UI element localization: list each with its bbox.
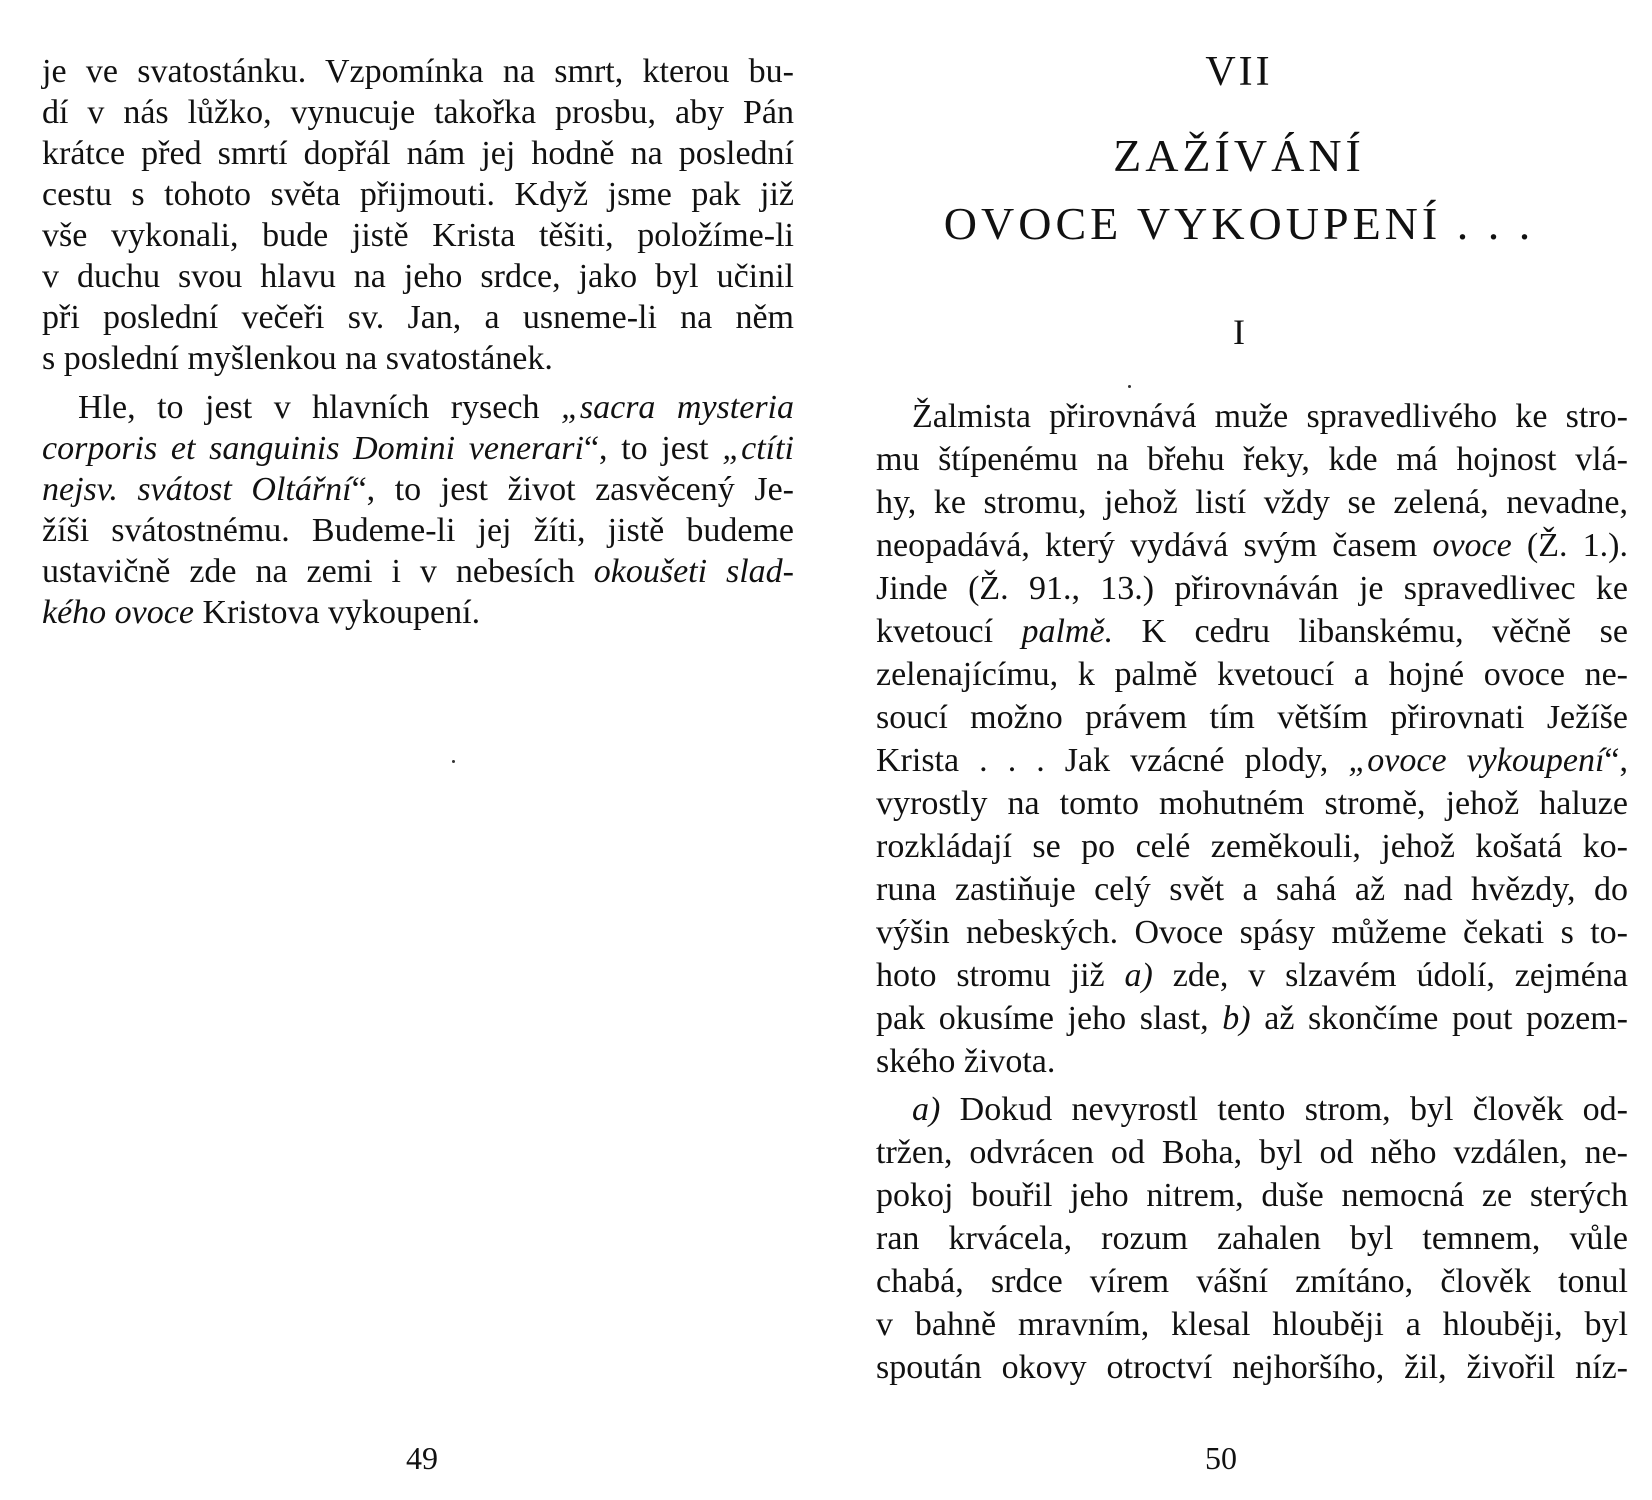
text-run: hoto stromu již <box>876 957 1125 994</box>
text-run: (Ž. 1.). <box>1511 527 1628 564</box>
text-line <box>876 1088 1628 1132</box>
italic-run: a) <box>912 1091 941 1128</box>
text-line: výšin nebeských. Ovoce spásy můžeme čekati s to- <box>876 914 1628 951</box>
text-line: chabá, srdce vírem vášní zmítáno, člověk tonul <box>876 1263 1628 1300</box>
italic-run: palmě. <box>1021 613 1114 650</box>
text-run: Dokud nevyrostl tento strom, byl člověk od- <box>940 1091 1628 1128</box>
text-line <box>876 954 1628 998</box>
text-run: Kristova vykoupení. <box>193 594 481 631</box>
text-run: “, to jest život zasvěcený Je- <box>351 471 794 508</box>
italic-run: okoušeti slad- <box>593 553 794 590</box>
text-line: ského života. <box>876 1043 1056 1080</box>
text-run: kvetoucí <box>876 613 1022 650</box>
scan-speck <box>452 760 455 763</box>
page-number: 50 <box>1205 1440 1237 1476</box>
text-line <box>876 739 1628 783</box>
text-line: spoután okovy otroctví nejhoršího, žil, živořil níz- <box>876 1349 1628 1386</box>
text-run: K cedru libanskému, věčně se <box>1113 613 1629 650</box>
text-line: vše vykonali, bude jistě Krista těšiti, položíme-li <box>42 217 794 254</box>
text-line: žíši svátostnému. Budeme-li jej žíti, jistě budeme <box>42 512 794 549</box>
italic-run: a) <box>1124 957 1153 994</box>
italic-run: kého ovoce <box>42 594 194 631</box>
text-run: pak okusíme jeho slast, <box>876 1000 1223 1037</box>
text-line: s poslední myšlenkou na svatostánek. <box>42 340 553 377</box>
text-line: při poslední večeři sv. Jan, a usneme-li na něm <box>42 299 794 336</box>
right-page <box>826 0 1652 1500</box>
text-run: Hle, to jest v hlavních rysech <box>78 389 561 426</box>
text-line: krátce před smrtí dopřál nám jej hodně na poslední <box>42 135 794 172</box>
chapter-title-line-1: ZAŽÍVÁNÍ <box>1113 130 1365 181</box>
chapter-number: VII <box>1205 49 1273 95</box>
text-line: je ve svatostánku. Vzpomínka na smrt, kterou bu- <box>42 53 794 90</box>
italic-run: ovoce <box>1432 527 1512 564</box>
page-number: 49 <box>406 1440 438 1476</box>
text-run: až skončíme pout pozem- <box>1250 1000 1628 1037</box>
text-line <box>876 524 1628 568</box>
text-line: soucí možno právem tím větším přirovnati Ježíše <box>876 699 1628 736</box>
text-run: “, to jest <box>583 430 723 467</box>
italic-run: nejsv. svátost Oltářní <box>42 471 352 508</box>
text-line: v duchu svou hlavu na jeho srdce, jako byl učinil <box>42 258 794 295</box>
text-run: “, <box>1604 742 1628 779</box>
text-run: Krista . . . Jak vzácné plody, <box>876 742 1349 779</box>
text-line <box>42 468 794 512</box>
text-line: v bahně mravním, klesal hlouběji a hlouběji, byl <box>876 1306 1628 1343</box>
text-line: pokoj bouřil jeho nitrem, duše nemocná ze sterých <box>876 1177 1628 1214</box>
text-line <box>876 997 1628 1041</box>
text-run: neopadává, který vydává svým časem <box>876 527 1433 564</box>
scan-speck <box>1128 385 1131 388</box>
text-line: runa zastiňuje celý svět a sahá až nad hvězdy, do <box>876 871 1628 908</box>
italic-run: „ovoce vykoupení <box>1348 742 1605 779</box>
italic-run: corporis et sanguinis Domini venerari <box>42 430 584 467</box>
text-line <box>42 591 794 635</box>
text-line <box>42 427 794 471</box>
text-line: mu štípenému na břehu řeky, kde má hojnost vlá- <box>876 441 1628 478</box>
text-line: hy, ke stromu, jehož listí vždy se zelená, nevadne, <box>876 484 1628 521</box>
text-line: cestu s tohoto světa přijmouti. Když jsme pak již <box>42 176 794 213</box>
text-run: ustavičně zde na zemi i v nebesích <box>42 553 594 590</box>
italic-run: „sacra mysteria <box>560 389 795 426</box>
text-line: dí v nás lůžko, vynucuje takořka prosbu, aby Pán <box>42 94 794 131</box>
text-line: zelenajícímu, k palmě kvetoucí a hojné ovoce ne- <box>876 656 1628 693</box>
text-line: ran krvácela, rozum zahalen byl temnem, vůle <box>876 1220 1628 1257</box>
text-line: rozkládají se po celé zeměkouli, jehož košatá ko- <box>876 828 1628 865</box>
italic-run: b) <box>1222 1000 1251 1037</box>
text-line <box>42 386 794 430</box>
italic-run: „ctíti <box>722 430 794 467</box>
text-line: Jinde (Ž. 91., 13.) přirovnáván je spravedlivec ke <box>876 570 1628 607</box>
text-line: tržen, odvrácen od Boha, byl od něho vzdálen, ne- <box>876 1134 1628 1171</box>
text-line <box>42 550 794 594</box>
text-line: Žalmista přirovnává muže spravedlivého ke stro- <box>912 398 1628 435</box>
text-line: vyrostly na tomto mohutném stromě, jehož haluze <box>876 785 1628 822</box>
text-line <box>876 610 1628 654</box>
section-number: I <box>1233 312 1245 352</box>
chapter-title-line-2: OVOCE VYKOUPENÍ . . . <box>943 198 1535 249</box>
text-run: zde, v slzavém údolí, zejména <box>1152 957 1628 994</box>
